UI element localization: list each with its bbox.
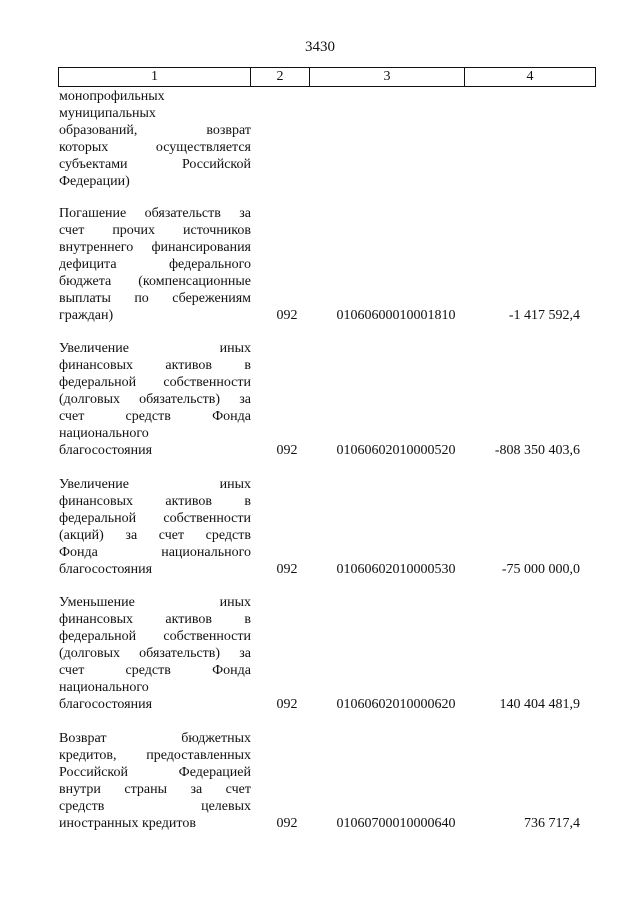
budget-classification-code: 01060600010001810	[336, 308, 456, 323]
row-description	[59, 730, 251, 832]
description-line: счет средств Фонда	[59, 663, 251, 678]
description-line: Возврат бюджетных	[59, 731, 251, 746]
description-line: благосостояния	[59, 562, 153, 577]
description-line: Федерации)	[59, 174, 130, 189]
admin-code: 092	[276, 697, 298, 712]
description-line: образований, возврат	[59, 123, 251, 138]
description-line: выплаты по сбережениям	[59, 291, 251, 306]
description-line: которых осуществляется	[59, 140, 251, 155]
description-line: финансовых активов в	[59, 612, 251, 627]
description-line: федеральной собственности	[59, 629, 251, 644]
column-header-3: 3	[310, 68, 465, 86]
description-line: федеральной собственности	[59, 511, 251, 526]
row-description	[59, 88, 251, 190]
description-line: муниципальных	[59, 106, 156, 121]
column-header-2: 2	[251, 68, 310, 86]
description-line: кредитов, предоставленных	[59, 748, 251, 763]
description-line: иностранных кредитов	[59, 816, 196, 831]
description-line: Фонда национального	[59, 545, 251, 560]
budget-classification-code: 01060602010000520	[336, 443, 456, 458]
description-line: счет средств Фонда	[59, 409, 251, 424]
admin-code: 092	[276, 443, 298, 458]
description-line: Погашение обязательств за	[59, 206, 251, 221]
admin-code: 092	[276, 308, 298, 323]
row-description	[59, 205, 251, 324]
description-line: субъектами Российской	[59, 157, 251, 172]
description-line: (акций) за счет средств	[59, 528, 251, 543]
description-line: национального	[59, 680, 149, 695]
row-description	[59, 340, 251, 459]
description-line: внутреннего финансирования	[59, 240, 251, 255]
page-number: 3430	[305, 39, 335, 55]
description-line: средств целевых	[59, 799, 251, 814]
description-line: внутри страны за счет	[59, 782, 251, 797]
description-line: (долговых обязательств) за	[59, 392, 251, 407]
amount: -1 417 592,4	[508, 308, 580, 323]
description-line: федеральной собственности	[59, 375, 251, 390]
description-line: дефицита федерального	[59, 257, 251, 272]
description-line: (долговых обязательств) за	[59, 646, 251, 661]
description-line: граждан)	[59, 308, 114, 323]
description-line: благосостояния	[59, 697, 153, 712]
description-line: Российской Федерацией	[59, 765, 251, 780]
description-line: финансовых активов в	[59, 494, 251, 509]
description-line: Увеличение иных	[59, 477, 251, 492]
admin-code: 092	[276, 562, 298, 577]
description-line: бюджета (компенсационные	[59, 274, 251, 289]
budget-classification-code: 01060602010000530	[336, 562, 456, 577]
amount: -75 000 000,0	[501, 562, 580, 577]
table-header	[58, 67, 596, 87]
description-line: национального	[59, 426, 149, 441]
row-description	[59, 594, 251, 713]
description-line: Увеличение иных	[59, 341, 251, 356]
amount: -808 350 403,6	[494, 443, 580, 458]
admin-code: 092	[276, 816, 298, 831]
budget-classification-code: 01060602010000620	[336, 697, 456, 712]
column-header-4: 4	[526, 69, 534, 84]
row-description	[59, 476, 251, 578]
budget-classification-code: 01060700010000640	[336, 816, 456, 831]
description-line: финансовых активов в	[59, 358, 251, 373]
amount: 140 404 481,9	[499, 697, 580, 712]
column-header-1: 1	[59, 68, 251, 86]
amount: 736 717,4	[524, 816, 580, 831]
description-line: счет прочих источников	[59, 223, 251, 238]
description-line: монопрофильных	[59, 89, 165, 104]
description-line: Уменьшение иных	[59, 595, 251, 610]
description-line: благосостояния	[59, 443, 153, 458]
